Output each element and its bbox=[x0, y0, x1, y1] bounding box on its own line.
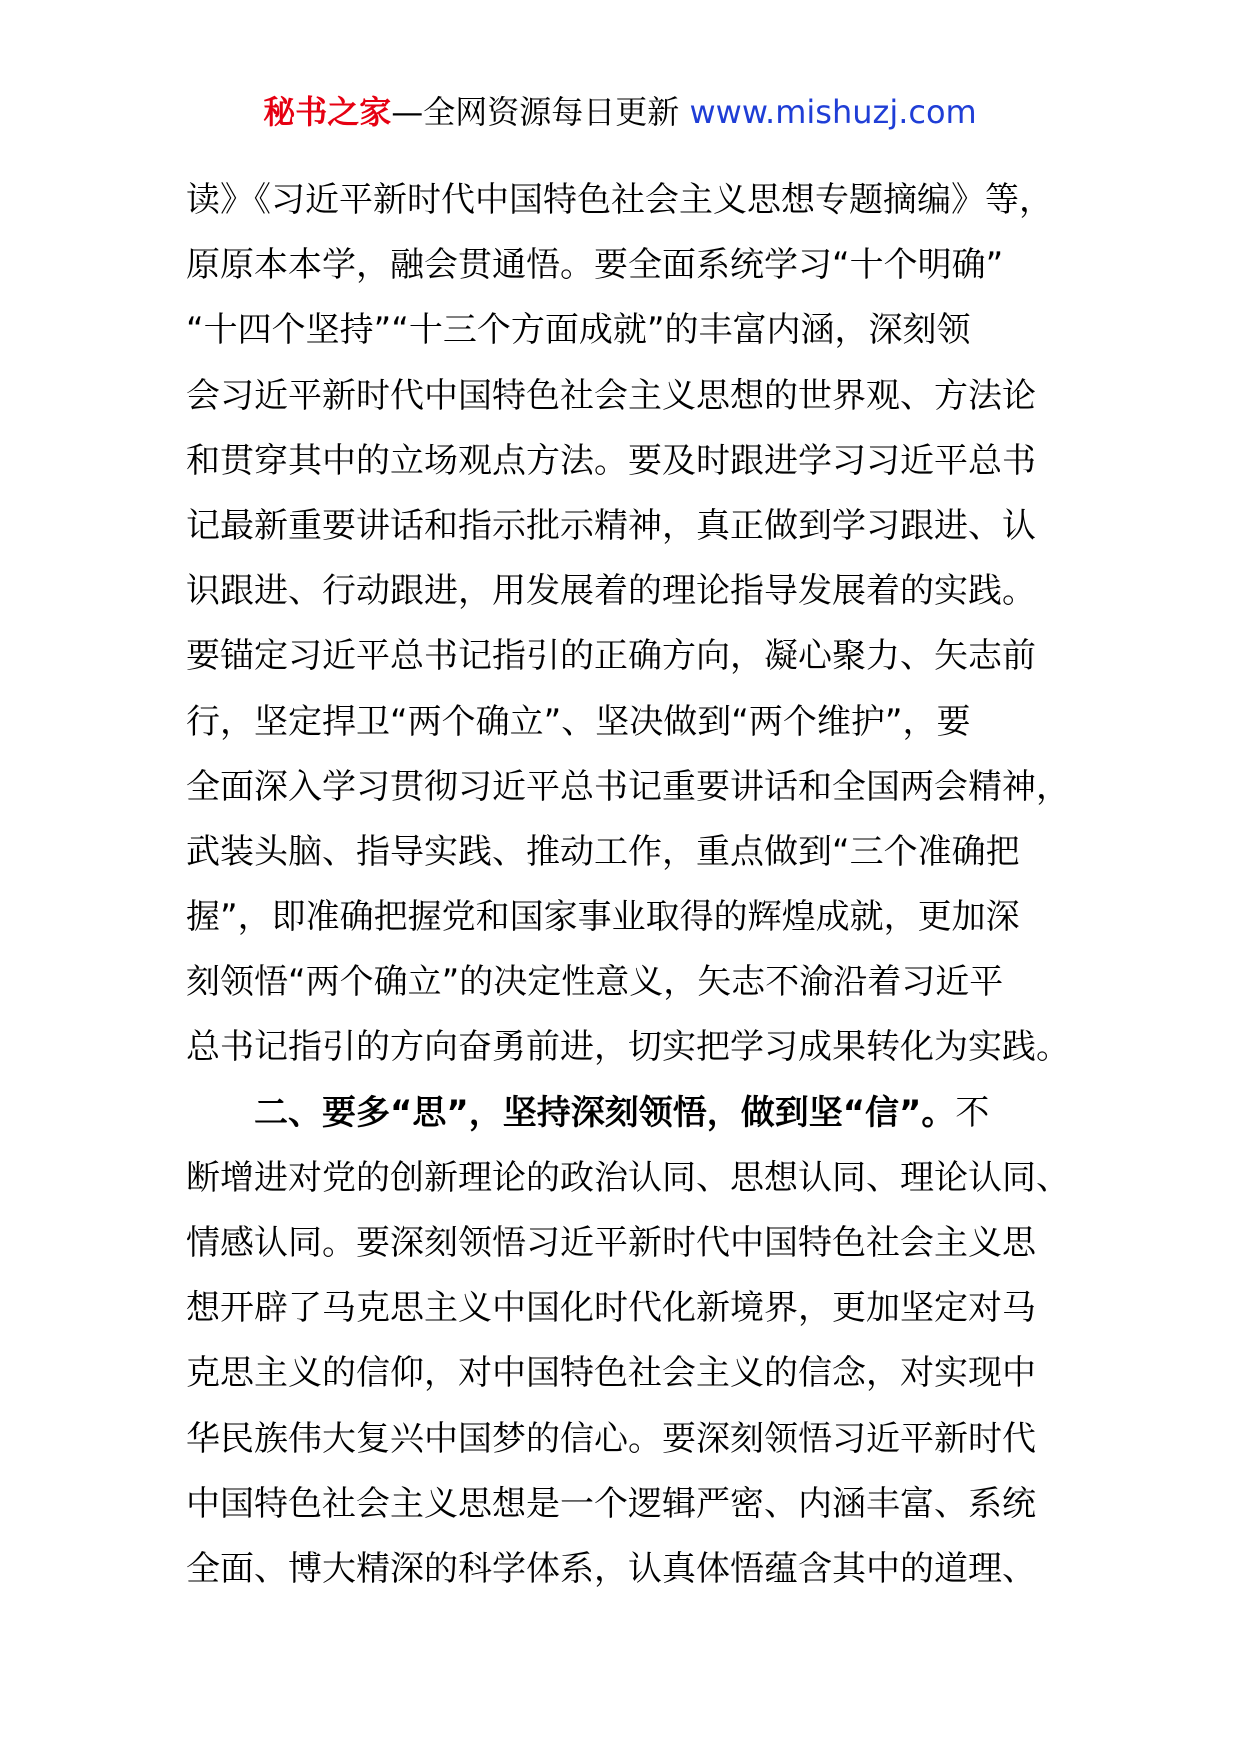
paragraph-line: 断增进对党的创新理论的政治认同、思想认同、理论认同、 bbox=[186, 1157, 1070, 1198]
paragraph-line: 全面、博大精深的科学体系，认真体悟蕴含其中的道理、 bbox=[186, 1548, 1036, 1589]
paragraph-line: 原原本本学，融会贯通悟。要全面系统学习“十个明确” bbox=[186, 245, 1004, 286]
paragraph-line: 行，坚定捍卫“两个确立”、坚决做到“两个维护”，要 bbox=[186, 701, 971, 742]
section-two-first-line-rest: 不 bbox=[955, 1092, 990, 1133]
paragraph-line: 武装头脑、指导实践、推动工作，重点做到“三个准确把 bbox=[186, 831, 1020, 872]
site-url-link[interactable]: www.mishuzj.com bbox=[689, 93, 977, 131]
paragraph-line: 华民族伟大复兴中国梦的信心。要深刻领悟习近平新时代 bbox=[186, 1418, 1036, 1459]
paragraph-line: 全面深入学习贯彻习近平总书记重要讲话和全国两会精神， bbox=[186, 766, 1070, 807]
paragraph-line: 读》《习近平新时代中国特色社会主义思想专题摘编》等， bbox=[186, 180, 1053, 220]
paragraph-line: “十四个坚持”“十三个方面成就”的丰富内涵，深刻领 bbox=[186, 310, 971, 351]
paragraph-line: 想开辟了马克思主义中国化时代化新境界，更加坚定对马 bbox=[186, 1288, 1036, 1329]
paragraph-line: 握”，即准确把握党和国家事业取得的辉煌成就，更加深 bbox=[186, 897, 1020, 938]
section-two-first-line bbox=[186, 1081, 1066, 1146]
paragraph-line: 会习近平新时代中国特色社会主义思想的世界观、方法论 bbox=[186, 375, 1036, 416]
site-slogan: —全网资源每日更新 bbox=[391, 93, 680, 131]
paragraph-line: 识跟进、行动跟进，用发展着的理论指导发展着的实践。 bbox=[186, 571, 1036, 612]
site-header bbox=[0, 92, 1240, 132]
paragraph-line: 和贯穿其中的立场观点方法。要及时跟进学习习近平总书 bbox=[186, 440, 1036, 481]
site-brand: 秘书之家 bbox=[263, 93, 392, 131]
paragraph-line: 克思主义的信仰，对中国特色社会主义的信念，对实现中 bbox=[186, 1353, 1036, 1394]
paragraph-line: 总书记指引的方向奋勇前进，切实把学习成果转化为实践。 bbox=[186, 1027, 1070, 1068]
paragraph-line: 记最新重要讲话和指示批示精神，真正做到学习跟进、认 bbox=[186, 505, 1036, 546]
section-two-heading: 二、要多“思”，坚持深刻领悟，做到坚“信”。 bbox=[254, 1092, 956, 1133]
paragraph-line: 要锚定习近平总书记指引的正确方向，凝心聚力、矢志前 bbox=[186, 636, 1036, 677]
paragraph-line: 刻领悟“两个确立”的决定性意义，矢志不渝沿着习近平 bbox=[186, 962, 1004, 1003]
document-body bbox=[186, 168, 1070, 1602]
paragraph-line: 情感认同。要深刻领悟习近平新时代中国特色社会主义思 bbox=[186, 1223, 1036, 1263]
paragraph-line: 中国特色社会主义思想是一个逻辑严密、内涵丰富、系统 bbox=[186, 1483, 1036, 1524]
